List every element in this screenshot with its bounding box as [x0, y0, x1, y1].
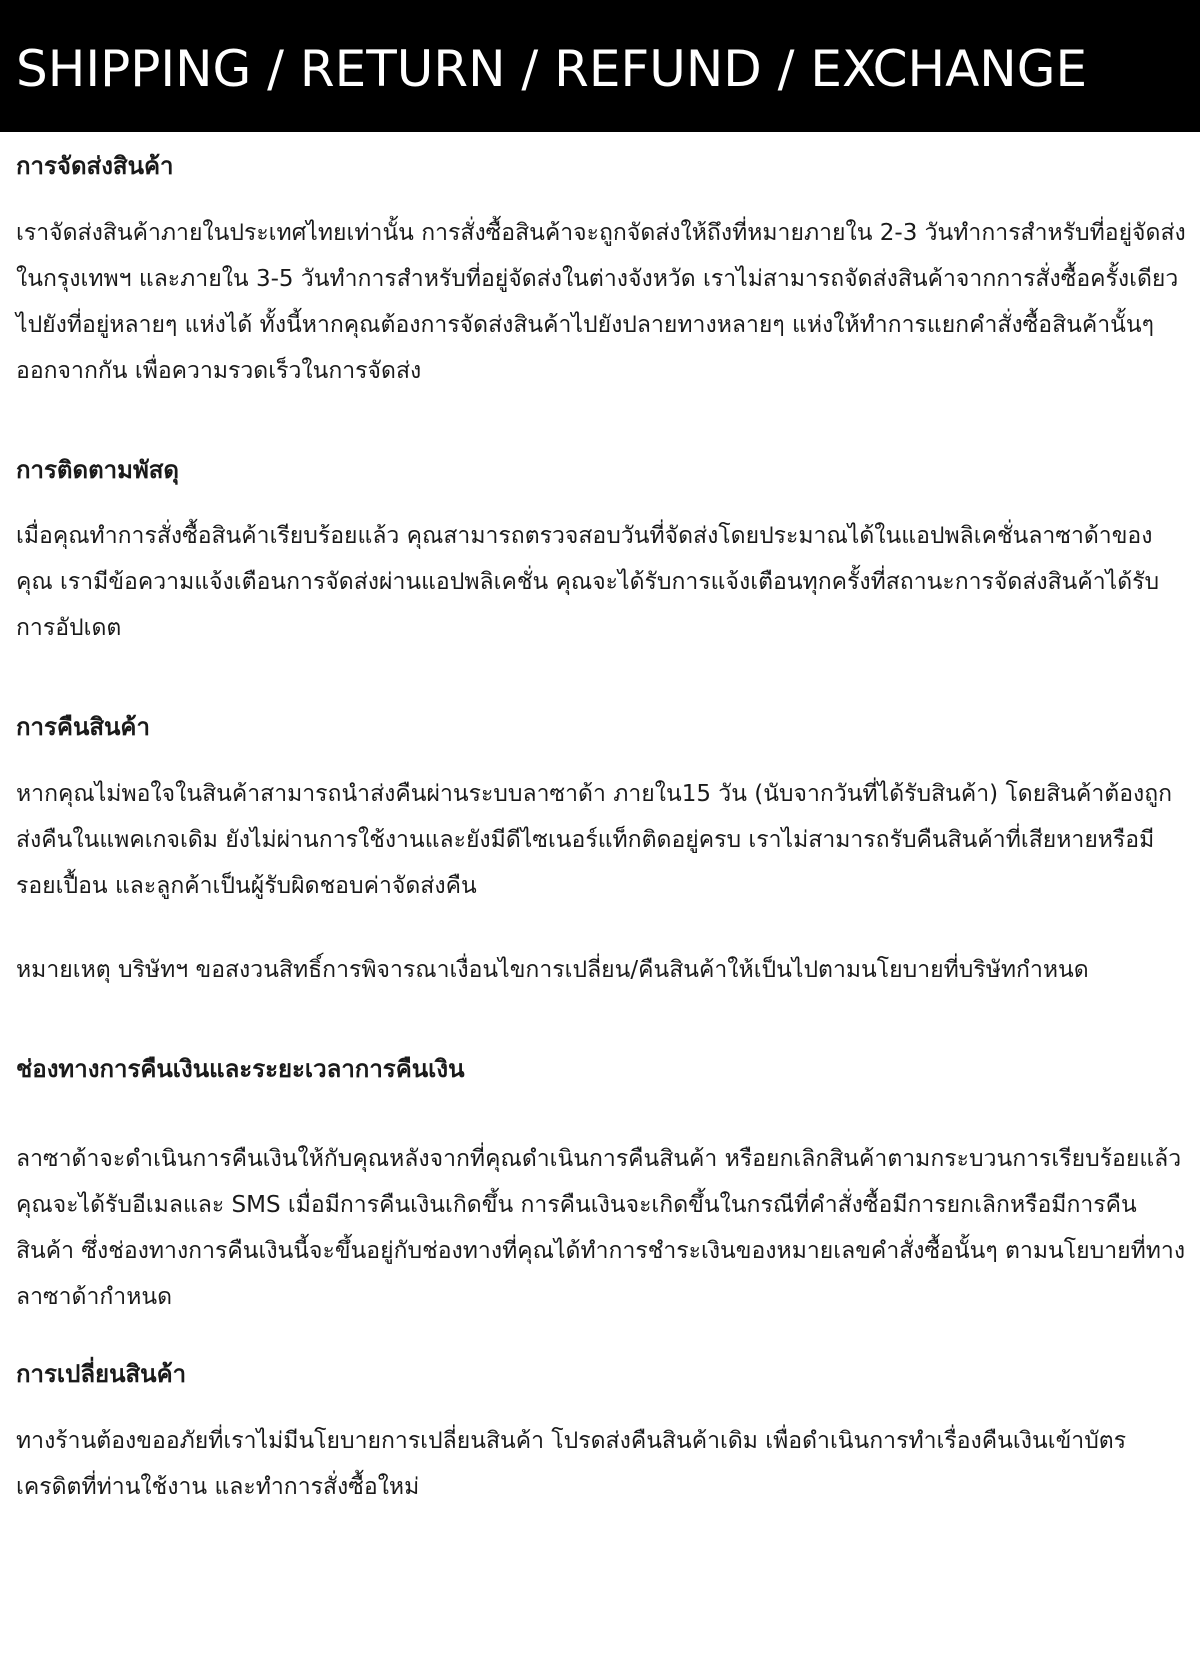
page-title: SHIPPING / RETURN / REFUND / EXCHANGE [16, 40, 1088, 98]
tracking-heading: การติดตามพัสดุ [16, 455, 180, 484]
returns-body: หากคุณไม่พอใจในสินค้าสามารถนำส่งคืนผ่านระบบลาซาด้า ภายใน15 วัน (นับจากวันที่ได้รับสินค้า) โดยสินค้าต้องถูกส่งคืนในแพคเกจเดิม ยังไม่ผ่านการใช้งานและยังมีดีไซเนอร์แท็กติดอยู่ครบ เราไม่สามารถรับคืนสินค้าที่เสียหายหรือมีรอยเปื้อน และลูกค้าเป็นผู้รับผิดชอบค่าจัดส่งคืน [16, 780, 1173, 899]
tracking-body: เมื่อคุณทำการสั่งซื้อสินค้าเรียบร้อยแล้ว คุณสามารถตรวจสอบวันที่จัดส่งโดยประมาณได้ในแอปพลิเคชั่นลาซาด้าของคุณ เรามีข้อความแจ้งเตือนการจัดส่งผ่านแอปพลิเคชั่น คุณจะได้รับการแจ้งเตือนทุกครั้งที่สถานะการจัดส่งสินค้าได้รับการอัปเดต [16, 523, 1160, 642]
exchange-section [16, 1358, 1186, 1510]
header-bar [0, 0, 1200, 132]
refund-heading: ช่องทางการคืนเงินและระยะเวลาการคืนเงิน [16, 1054, 465, 1083]
returns-note: หมายเหตุ บริษัทฯ ขอสงวนสิทธิ์การพิจารณาเงื่อนไขการเปลี่ยน/คืนสินค้าให้เป็นไปตามนโยบายที่บริษัทกำหนด [16, 956, 1089, 983]
exchange-body: ทางร้านต้องขออภัยที่เราไม่มีนโยบายการเปลี่ยนสินค้า โปรดส่งคืนสินค้าเดิม เพื่อดำเนินการทำเรื่องคืนเงินเข้าบัตรเครดิตที่ท่านใช้งาน และทำการสั่งซื้อใหม่ [16, 1427, 1127, 1500]
shipping-body: เราจัดส่งสินค้าภายในประเทศไทยเท่านั้น การสั่งซื้อสินค้าจะถูกจัดส่งให้ถึงที่หมายภายใน 2-3 วันทำการสำหรับที่อยู่จัดส่งในกรุงเทพฯ และภายใน 3-5 วันทำการสำหรับที่อยู่จัดส่งในต่างจังหวัด เราไม่สามารถจัดส่งสินค้าจากการสั่งซื้อครั้งเดียวไปยังที่อยู่หลายๆ แห่งได้ ทั้งนี้หากคุณต้องการจัดส่งสินค้าไปยังปลายทางหลายๆ แห่งให้ทำการแยกคำสั่งซื้อสินค้านั้นๆออกจากกัน เพื่อความรวดเร็วในการจัดส่ง [16, 219, 1186, 384]
exchange-heading: การเปลี่ยนสินค้า [16, 1360, 187, 1389]
tracking-section [16, 454, 1186, 652]
refund-section [16, 1053, 1186, 1321]
shipping-section [16, 150, 1186, 394]
returns-section [16, 711, 1186, 993]
shipping-heading: การจัดส่งสินค้า [16, 152, 174, 180]
refund-body: ลาซาด้าจะดำเนินการคืนเงินให้กับคุณหลังจากที่คุณดำเนินการคืนสินค้า หรือยกเลิกสินค้าตามกระบวนการเรียบร้อยแล้ว คุณจะได้รับอีเมลและ SMS เมื่อมีการคืนเงินเกิดขึ้น การคืนเงินจะเกิดขึ้นในกรณีที่คำสั่งซื้อมีการยกเลิกหรือมีการคืนสินค้า ซึ่งช่องทางการคืนเงินนี้จะขึ้นอยู่กับช่องทางที่คุณได้ทำการชำระเงินของหมายเลขคำสั่งซื้อนั้นๆ ตามนโยบายที่ทางลาซาด้ากำหนด [16, 1146, 1186, 1311]
policy-content [16, 150, 1186, 1510]
returns-heading: การคืนสินค้า [16, 713, 150, 742]
